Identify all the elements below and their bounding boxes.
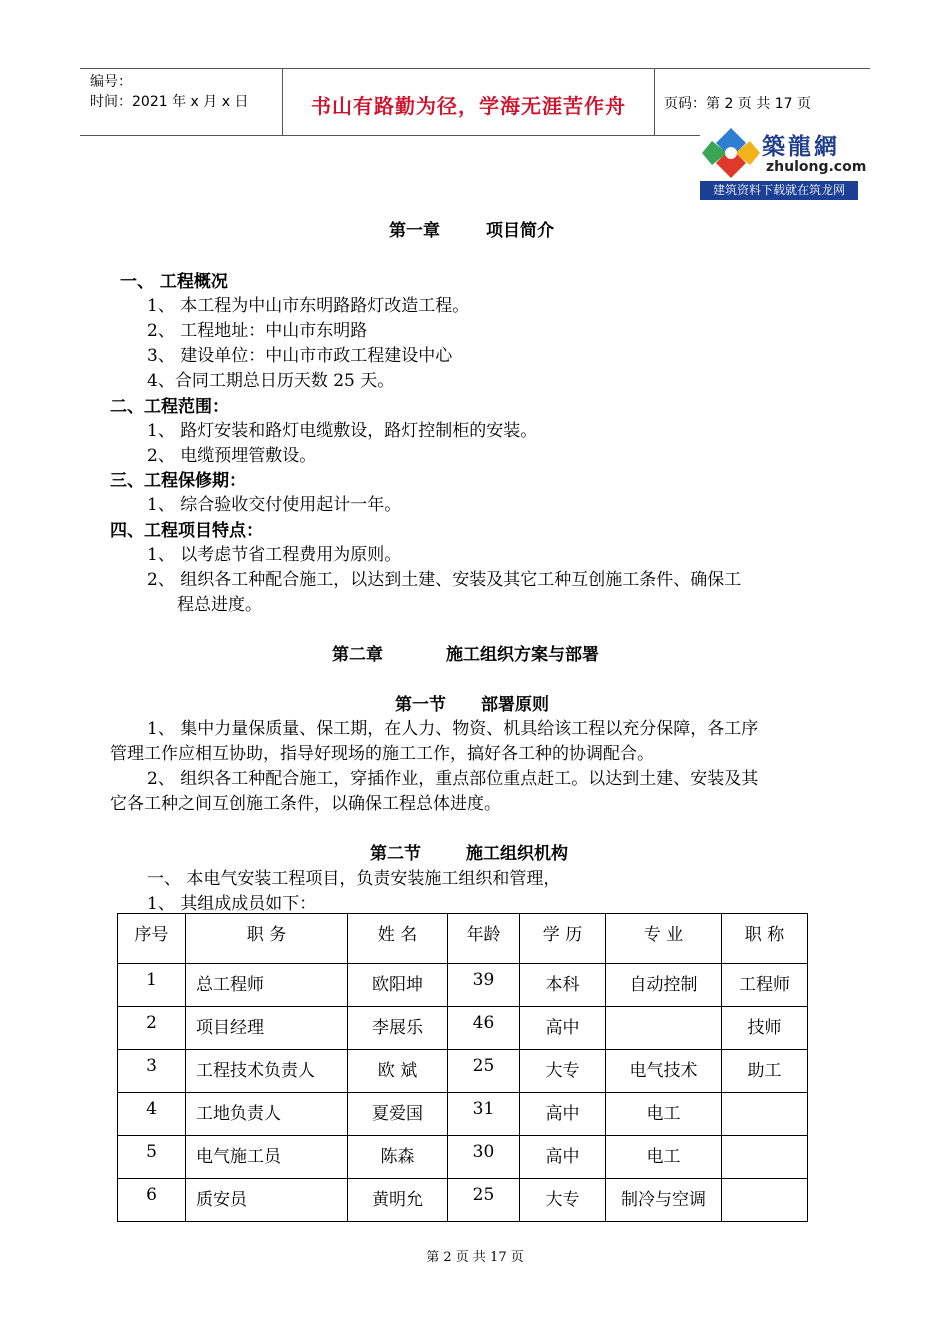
chapter1-title: 第一章: [389, 221, 440, 241]
table-row: [118, 1093, 808, 1136]
table-cell: 6: [118, 1179, 186, 1222]
table-cell: 陈森: [348, 1136, 448, 1179]
header-page-info: 页码：第 2 页 共 17 页: [664, 96, 811, 112]
table-cell: 本科: [520, 964, 606, 1007]
table-cell: 2: [118, 1007, 186, 1050]
table-row: [118, 964, 808, 1007]
table-cell: 总工程师: [186, 964, 348, 1007]
sec4-item: 2、 组织各工种配合施工，以达到土建、安装及其它工种互创施工条件、确保工: [147, 570, 742, 590]
table-header-cell: 专 业: [606, 914, 722, 964]
page-footer: [0, 1246, 950, 1265]
table-cell: 制冷与空调: [606, 1179, 722, 1222]
table-cell: 高中: [520, 1007, 606, 1050]
header-time: 时间：2021 年 x 月 x 日: [90, 94, 249, 110]
header-divider-right: [654, 68, 655, 136]
footer-page-number: 第 2 页 共 17 页: [426, 1250, 524, 1265]
table-cell: 高中: [520, 1093, 606, 1136]
section2-subtitle: 施工组织机构: [466, 844, 568, 864]
table-cell: 高中: [520, 1136, 606, 1179]
table-cell: 助工: [722, 1050, 808, 1093]
table-cell: 3: [118, 1050, 186, 1093]
table-row: [118, 1179, 808, 1222]
table-row: [118, 1136, 808, 1179]
header-bottom-rule: [80, 135, 700, 136]
table-cell: [606, 1007, 722, 1050]
staff-table: [117, 913, 808, 1222]
sec4-item-cont: 程总进度。: [177, 595, 262, 615]
section1-title: 第一节: [395, 695, 446, 715]
sec4-heading: 四、工程项目特点：: [110, 521, 263, 541]
table-cell: [722, 1179, 808, 1222]
table-cell: [722, 1093, 808, 1136]
chapter1-subtitle: 项目简介: [486, 221, 554, 241]
section1-paragraph: 1、 集中力量保质量、保工期，在人力、物资、机具给该工程以充分保障，各工序: [147, 719, 759, 739]
sec1-heading: 一、 工程概况: [120, 272, 228, 292]
header-motto: 书山有路勤为径，学海无涯苦作舟: [311, 94, 626, 118]
table-cell: 大专: [520, 1179, 606, 1222]
header-meta: [90, 72, 248, 112]
table-cell: 4: [118, 1093, 186, 1136]
chapter2-subtitle: 施工组织方案与部署: [446, 645, 599, 665]
table-cell: 电工: [606, 1136, 722, 1179]
table-cell: 工程师: [722, 964, 808, 1007]
sec1-item: 3、 建设单位：中山市市政工程建设中心: [147, 346, 453, 366]
header-top-rule: [80, 68, 870, 69]
table-header-row: [118, 914, 808, 964]
logo-name: 築龍網: [762, 133, 840, 160]
table-cell: 黄明允: [348, 1179, 448, 1222]
section1-subtitle: 部署原则: [481, 695, 549, 715]
table-cell: 5: [118, 1136, 186, 1179]
table-header-cell: 年龄: [448, 914, 520, 964]
table-cell: 欧 斌: [348, 1050, 448, 1093]
sec2-heading: 二、工程范围：: [110, 397, 229, 417]
table-cell: 25: [448, 1179, 520, 1222]
sec1-item: 2、 工程地址：中山市东明路: [147, 321, 368, 341]
chapter2-title: 第二章: [332, 645, 383, 665]
table-cell: 电气施工员: [186, 1136, 348, 1179]
table-cell: 工程技术负责人: [186, 1050, 348, 1093]
table-cell: 工地负责人: [186, 1093, 348, 1136]
table-cell: 自动控制: [606, 964, 722, 1007]
table-header-cell: 职 称: [722, 914, 808, 964]
table-header-cell: 学 历: [520, 914, 606, 964]
zhulong-logo-icon: [700, 124, 762, 182]
table-cell: 31: [448, 1093, 520, 1136]
section1-paragraph: 2、 组织各工种配合施工，穿插作业，重点部位重点赶工。以达到土建、安装及其: [147, 769, 759, 789]
table-row: [118, 1007, 808, 1050]
sec2-item: 1、 路灯安装和路灯电缆敷设，路灯控制柜的安装。: [147, 421, 538, 441]
section2-line: 1、 其组成成员如下：: [147, 894, 317, 914]
table-cell: 李展乐: [348, 1007, 448, 1050]
logo-domain: zhulong.com: [766, 159, 867, 175]
table-header-cell: 姓 名: [348, 914, 448, 964]
table-cell: 46: [448, 1007, 520, 1050]
table-cell: 项目经理: [186, 1007, 348, 1050]
sec2-item: 2、 电缆预埋管敷设。: [147, 446, 317, 466]
section1-paragraph: 管理工作应相互协助，指导好现场的施工工作，搞好各工种的协调配合。: [110, 744, 654, 764]
table-cell: 电气技术: [606, 1050, 722, 1093]
section1-paragraph: 它各工种之间互创施工条件，以确保工程总体进度。: [110, 794, 501, 814]
table-cell: 技师: [722, 1007, 808, 1050]
sec4-item: 1、 以考虑节省工程费用为原则。: [147, 545, 402, 565]
logo-slogan: 建筑资料下载就在筑龙网: [700, 181, 858, 200]
table-cell: [722, 1136, 808, 1179]
table-cell: 1: [118, 964, 186, 1007]
table-cell: 夏爱国: [348, 1093, 448, 1136]
section2-line: 一、 本电气安装工程项目，负责安装施工组织和管理，: [147, 869, 561, 889]
table-header-cell: 序号: [118, 914, 186, 964]
table-cell: 30: [448, 1136, 520, 1179]
sec1-item: 1、 本工程为中山市东明路路灯改造工程。: [147, 296, 470, 316]
table-cell: 质安员: [186, 1179, 348, 1222]
section2-title: 第二节: [370, 844, 421, 864]
sec1-item: 4、合同工期总日历天数 25 天。: [147, 371, 395, 391]
table-cell: 25: [448, 1050, 520, 1093]
table-cell: 大专: [520, 1050, 606, 1093]
table-cell: 欧阳坤: [348, 964, 448, 1007]
table-row: [118, 1050, 808, 1093]
table-cell: 电工: [606, 1093, 722, 1136]
sec3-heading: 三、工程保修期：: [110, 471, 246, 491]
table-cell: 39: [448, 964, 520, 1007]
header-number: 编号：: [90, 74, 132, 90]
sec3-item: 1、 综合验收交付使用起计一年。: [147, 495, 402, 515]
table-header-cell: 职 务: [186, 914, 348, 964]
